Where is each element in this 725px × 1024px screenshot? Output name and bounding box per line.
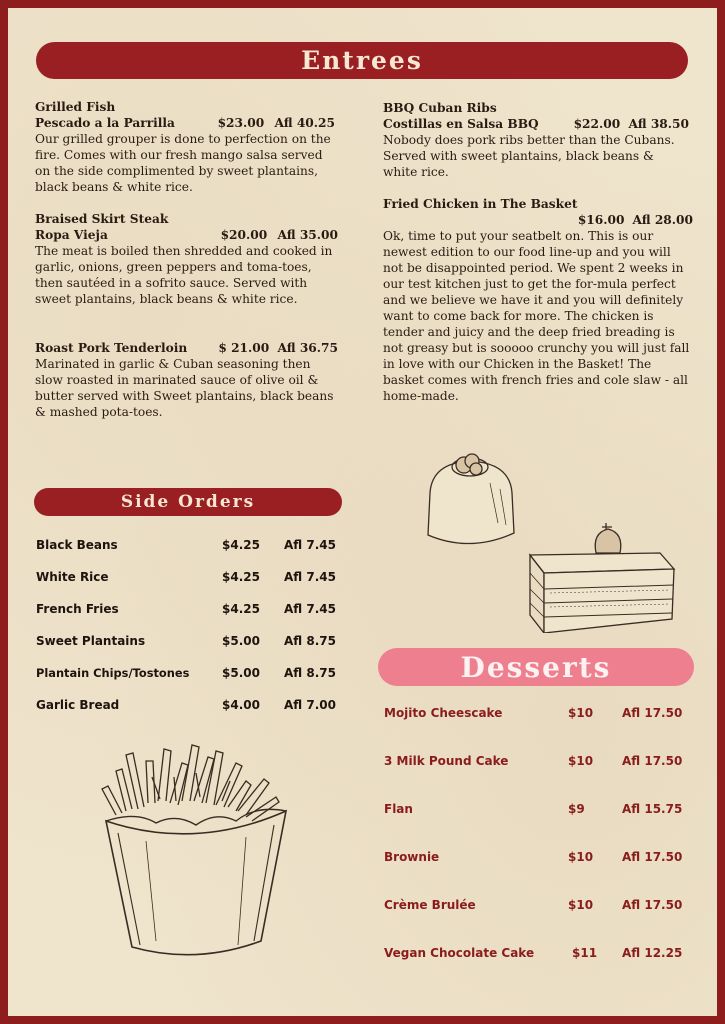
dessert-price-usd: $11 (572, 946, 598, 960)
desserts-banner (378, 648, 694, 686)
side-price-usd: $4.25 (222, 570, 260, 584)
entree-price-afl: Afl 28.00 (632, 213, 693, 227)
side-price-afl: Afl 7.45 (284, 538, 336, 552)
entree-subtitle: Pescado a la Parrilla (35, 116, 175, 130)
dessert-price-afl: Afl 12.25 (622, 946, 683, 960)
entree-braised-skirt-steak (35, 211, 338, 307)
entree-description: Nobody does pork ribs better than the Cubans. Served with sweet plantains, black beans & white rice. (383, 133, 675, 179)
entree-description: Marinated in garlic & Cuban seasoning then slow roasted in marinated sauce of olive oil & butter served with Sweet plantains, black beans & mashed pota-toes. (35, 357, 334, 419)
entree-description: The meat is boiled then shredded and cooked in garlic, onions, green peppers and toma-toes, then sautéed in a sofrito sauce. Served with sweet plantains, black beans & white rice. (35, 244, 333, 306)
side-name: White Rice (36, 570, 109, 584)
dessert-price-afl: Afl 17.50 (622, 754, 683, 768)
dessert-name: Flan (384, 802, 413, 816)
side-price-usd: $4.00 (222, 698, 260, 712)
entree-price-usd: $ 21.00 (218, 341, 270, 355)
entree-name: BBQ Cuban Ribs (383, 101, 497, 115)
side-orders-banner (34, 488, 342, 516)
dessert-price-afl: Afl 17.50 (622, 898, 683, 912)
dessert-name: Brownie (384, 850, 440, 864)
entree-description: Our grilled grouper is done to perfection on the fire. Comes with our fresh mango salsa served on the side complimented by sweet plantains, black beans & white rice. (35, 132, 331, 194)
side-price-usd: $4.25 (222, 602, 260, 616)
entree-price-row (383, 116, 689, 132)
entrees-banner (36, 42, 688, 79)
entree-name: Fried Chicken in The Basket (383, 197, 578, 211)
menu-page (8, 8, 717, 1016)
side-price-afl: Afl 7.45 (284, 602, 336, 616)
entree-subtitle: Costillas en Salsa BBQ (383, 117, 539, 131)
dessert-price-afl: Afl 17.50 (622, 850, 683, 864)
entree-price-afl: Afl 35.00 (277, 228, 338, 242)
dessert-price-usd: $10 (568, 754, 594, 768)
entree-prices (221, 227, 338, 243)
entree-price-afl: Afl 36.75 (277, 341, 338, 355)
entree-prices (218, 340, 338, 356)
entree-price-row (35, 340, 338, 356)
dessert-name: Vegan Chocolate Cake (384, 946, 535, 960)
dessert-cake-illustration (420, 443, 680, 633)
side-name: Garlic Bread (36, 698, 120, 712)
entree-bbq-cuban-ribs (383, 100, 689, 180)
entree-price-usd: $22.00 (573, 117, 621, 131)
dessert-price-usd: $10 (568, 850, 594, 864)
entree-name: Grilled Fish (35, 100, 116, 114)
dessert-name: Mojito Cheescake (384, 706, 503, 720)
side-price-usd: $5.00 (222, 666, 260, 680)
entree-price-afl: Afl 38.50 (628, 117, 689, 131)
entree-description: Ok, time to put your seatbelt on. This is our newest edition to our food line-up and you will not be disappointed period. We spent 2 weeks in our test kitchen just to get the for-mula perfect and we believe we have it and you will definitely want to come back for more. The chicken is tender and juicy and the deep fried breading is not greasy but is sooooo crunchy you will just fall in love with our Chicken in the Basket! The basket comes with french fries and cole slaw - all home-made. (383, 229, 690, 403)
dessert-name: Crème Brulée (384, 898, 476, 912)
entree-fried-chicken (383, 196, 693, 404)
side-orders-heading: Side Orders (120, 492, 256, 512)
entree-price-usd: $16.00 (577, 213, 625, 227)
side-name: Black Beans (36, 538, 118, 552)
entree-name: Roast Pork Tenderloin (35, 341, 188, 355)
dessert-name: 3 Milk Pound Cake (384, 754, 509, 768)
dessert-price-afl: Afl 17.50 (622, 706, 683, 720)
entree-price-usd: $20.00 (220, 228, 268, 242)
entree-price-row (35, 227, 338, 243)
side-price-afl: Afl 7.45 (284, 570, 336, 584)
entree-prices (218, 115, 335, 131)
dessert-price-usd: $10 (568, 898, 594, 912)
entree-subtitle: Ropa Vieja (35, 228, 108, 242)
fries-sticks (102, 745, 279, 821)
entree-price-usd: $23.00 (217, 116, 265, 130)
dessert-price-usd: $10 (568, 706, 594, 720)
entree-roast-pork-tenderloin (35, 340, 338, 420)
fries-container (106, 811, 286, 955)
entree-name: Braised Skirt Steak (35, 212, 169, 226)
dessert-price-usd: $9 (568, 802, 585, 816)
entree-price-row (35, 115, 335, 131)
entree-prices (574, 116, 689, 132)
desserts-heading: Desserts (460, 650, 612, 684)
side-name: French Fries (36, 602, 119, 616)
side-price-afl: Afl 8.75 (284, 666, 336, 680)
panna-cotta-sketch (428, 454, 514, 544)
entree-price-afl: Afl 40.25 (274, 116, 335, 130)
entree-grilled-fish (35, 99, 335, 195)
side-price-usd: $5.00 (222, 634, 260, 648)
dessert-price-afl: Afl 15.75 (622, 802, 683, 816)
side-name: Sweet Plantains (36, 634, 146, 648)
french-fries-illustration (96, 741, 296, 961)
layer-cake-sketch (530, 523, 674, 633)
side-price-afl: Afl 7.00 (284, 698, 336, 712)
entree-price-row (383, 212, 693, 228)
side-price-afl: Afl 8.75 (284, 634, 336, 648)
side-price-usd: $4.25 (222, 538, 260, 552)
side-name: Plantain Chips/Tostones (36, 666, 190, 680)
entrees-heading: Entrees (301, 46, 423, 75)
